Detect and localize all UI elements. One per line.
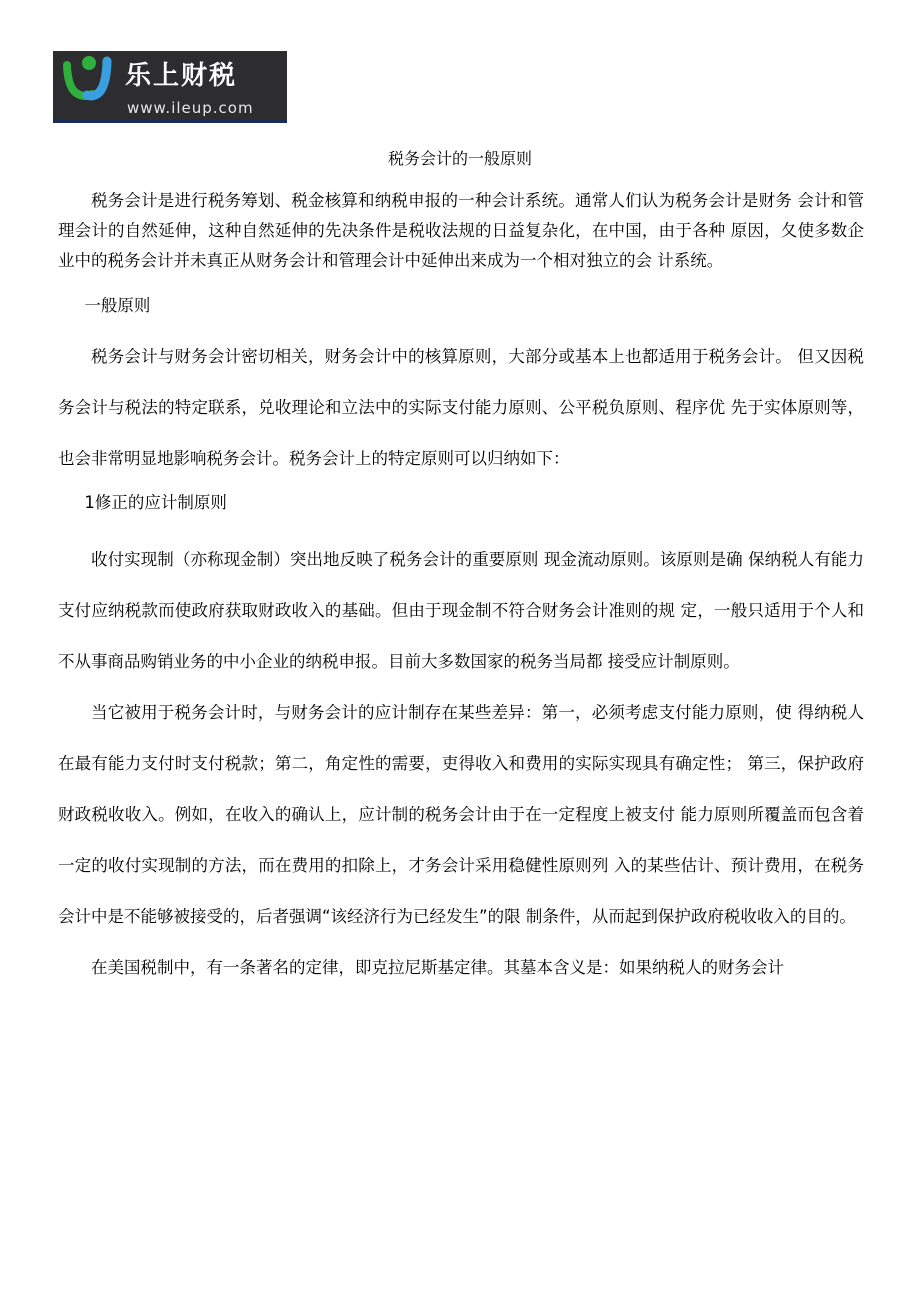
- logo-inner: [53, 51, 287, 123]
- logo-url-text: www.ileup.com: [127, 99, 254, 117]
- paragraph-clanisky-wrap: [58, 942, 864, 993]
- page-title: 税务会计的一般原则: [387, 149, 532, 168]
- paragraph-intro: 税务会计是进行税务筹划、税金核算和纳税申报的一种会计系统。通常人们认为税务会计是财务 会计和管理会计的自然延伸，这种自然延伸的先决条件是税收法规的日益复杂化，在中国，由于各种 原因，夂使多数企业中的税务会计并未真正从财务会计和管理会计中延伸出来成为一个相对独立的会 计系统。: [58, 191, 864, 270]
- paragraph-general-wrap: [58, 331, 864, 484]
- paragraph-differences: 当它被用于税务会计时，与财务会计的应计制存在某些差异：第一，必须考虑支付能力原则，使 得纳税人在最有能力支付时支付税款；第二，角定性的需要，吏得收入和费用的实际实现具有确定性； 第三，保护政府财政税收收入。例如，在收入的确认上，应计制的税务会计由于在一定程度上被支付 能力原则所覆盖而包含着一定的收付实现制的方法，而在费用的扣除上，才务会计采用稳健性原则列 入的某些估计、预计费用，在税务会计中是不能够被接受的，后者强调“该经济行为已经发生”的限 制条件，从而起到保护政府税收收入的目的。: [58, 703, 864, 926]
- heading-general-wrap: [58, 291, 864, 321]
- logo-brand-text: 乐上财税: [125, 61, 238, 91]
- paragraph-cash-basis-wrap: [58, 534, 864, 687]
- paragraph-differences-wrap: [58, 687, 864, 942]
- brand-logo: [53, 51, 287, 123]
- logo-underline: [53, 120, 287, 123]
- paragraph-cash-basis: 收付实现制（亦称现金制）突出地反映了税务会计的重要原则 现金流动原则。该原则是确 保纳税人有能力支付应纳税款而使政府获取财政收入的基础。但由于现金制不符合财务会计准则的规 定，一般只适用于个人和不从事商品购销业务的中小企业的纳税申报。目前大多数国家的税务当局都 接受应计制原则。: [58, 550, 864, 671]
- heading-general-principles: 一般原则: [84, 296, 151, 315]
- heading-accrual-wrap: [58, 488, 864, 518]
- paragraph-general-principles: 税务会计与财务会计密切相关，财务会计中的核算原则，大部分或基本上也都适用于税务会计。 但又因税务会计与税法的特定联系，兑收理论和立法中的实际支付能力原则、公平税负原则、程序优 先于实体原则等，也会非常明显地影响税务会计。税务会计上的特定原则可以归纳如下：: [58, 347, 864, 468]
- heading-modified-accrual: 1修正的应计制原则: [84, 493, 227, 512]
- paragraph-clanisky-law: 在美国税制中，有一条著名的定律，即克拉尼斯基定律。其墓本含义是：如果纳税人的财务会计: [91, 958, 784, 977]
- smile-j-logo-icon: [61, 55, 119, 101]
- paragraph-intro-wrap: [58, 186, 864, 276]
